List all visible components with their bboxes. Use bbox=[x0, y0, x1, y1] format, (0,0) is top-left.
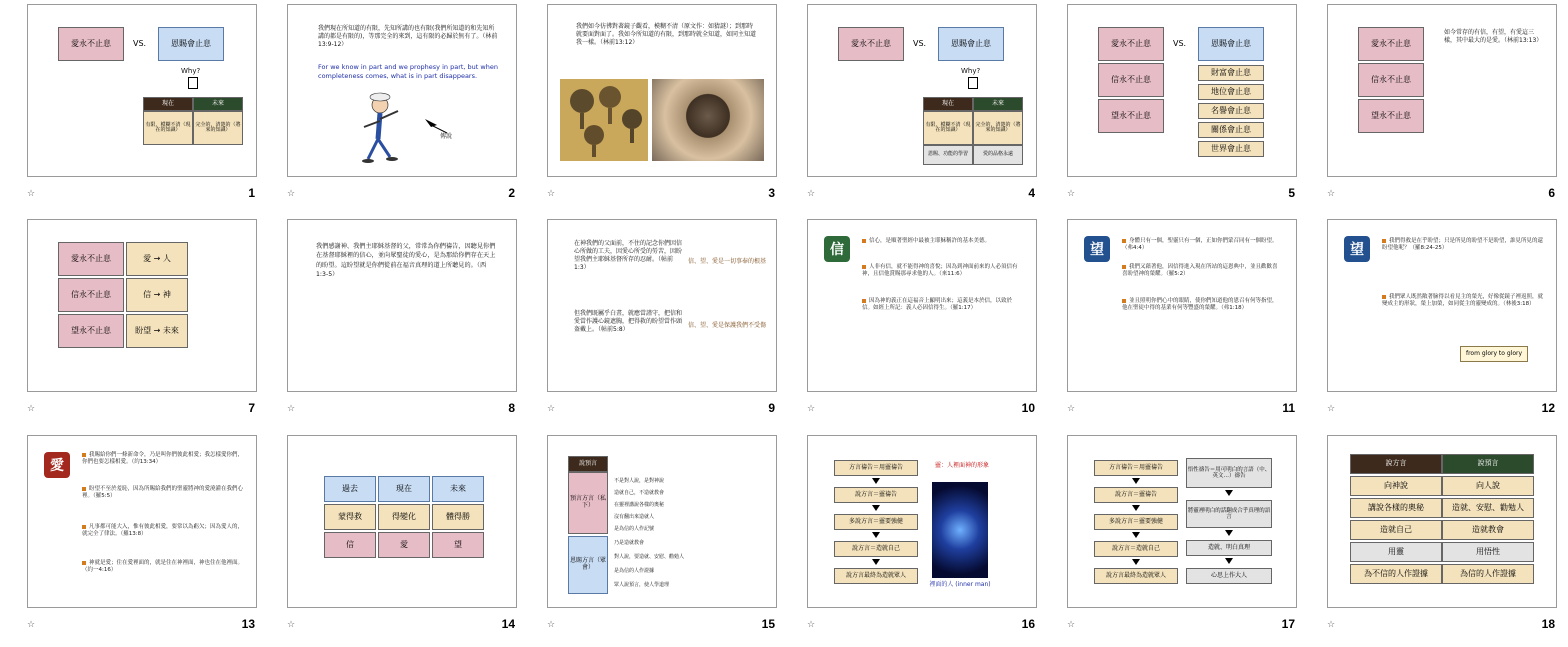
slide-number: 12 bbox=[1541, 401, 1555, 415]
bullet-3: 因為神的義正在這福音上顯明出來；這義是本於信，以致於信。如經上所記：義人必因信得生。（羅1:17） bbox=[862, 298, 1013, 312]
list-item: 是為信的人作證據 bbox=[614, 568, 655, 574]
flow-left-3: 多說方言＝靈要強健 bbox=[1094, 514, 1178, 530]
flow-left-1: 方言禱告＝用靈禱告 bbox=[1094, 460, 1178, 476]
animation-icon: ☆ bbox=[807, 620, 816, 630]
flow-right-3: 造就、明白真理 bbox=[1186, 540, 1272, 556]
list-item: 眾人說預言，使人學道理 bbox=[614, 582, 670, 588]
verse-text-1 bbox=[574, 240, 684, 272]
bullet-1: 身體只有一個，聖靈只有一個，正如你們蒙召同有一個盼望。（弗4:4） bbox=[1122, 238, 1278, 252]
vs-label: VS. bbox=[133, 39, 147, 48]
vs-label: VS. bbox=[913, 39, 927, 48]
list-item: 沒有翻出來造就人 bbox=[614, 514, 655, 520]
hope-target: 盼望 → 未來 bbox=[126, 314, 188, 348]
grid-past: 過去 bbox=[324, 476, 376, 502]
table-cell-now: 有限，模糊不清（現在的知識） bbox=[143, 111, 193, 145]
verse-ref: （林前13:13） bbox=[1504, 37, 1543, 45]
table-cell: 造就教會 bbox=[1442, 520, 1534, 540]
table-header-future: 未來 bbox=[193, 97, 243, 111]
table-header-future: 未來 bbox=[973, 97, 1023, 111]
slide-thumb-14[interactable] bbox=[287, 435, 517, 631]
table-header-now: 現在 bbox=[923, 97, 973, 111]
slide-number: 7 bbox=[248, 401, 255, 415]
love-box: 愛永不止息 bbox=[58, 242, 124, 276]
table-cell: 為不信的人作證據 bbox=[1350, 564, 1442, 584]
verse-body: 在神我們的父面前，不住的記念你們因信心所做的工夫，因愛心所受的勞苦，因盼望我們主耶穌基督所存的忍耐。 bbox=[574, 240, 683, 264]
bullet-2: 盼望不至於羞恥，因為所賜給我們的聖靈將神的愛澆灌在我們心裡。（羅5:5） bbox=[82, 486, 244, 500]
flow-left-4: 說方言＝造就自己 bbox=[1094, 541, 1178, 557]
slide-number: 6 bbox=[1548, 186, 1555, 200]
verse-ref: （林前13:12） bbox=[600, 39, 639, 47]
slide-number: 5 bbox=[1288, 186, 1295, 200]
why-label: Why? bbox=[961, 67, 981, 75]
table-cell-future: 完全的，清楚的（將來的知識） bbox=[973, 111, 1023, 145]
verse-text bbox=[576, 23, 758, 47]
slide-number: 17 bbox=[1281, 617, 1295, 631]
gifts-box: 恩賜會止息 bbox=[938, 27, 1004, 61]
verse-text-2 bbox=[574, 310, 684, 334]
slide-thumb-8[interactable] bbox=[287, 219, 517, 415]
slide-thumb-3[interactable] bbox=[547, 4, 777, 200]
list-item: 地位會止息 bbox=[1198, 84, 1264, 100]
slide-thumb-1[interactable] bbox=[27, 4, 257, 200]
slide-number: 14 bbox=[501, 617, 515, 631]
slide-canvas bbox=[27, 4, 257, 177]
slide-number: 9 bbox=[768, 401, 775, 415]
table-cell: 向神說 bbox=[1350, 476, 1442, 496]
slide-thumb-16[interactable] bbox=[807, 435, 1037, 631]
spirit-caption: 靈：人裡面神的形象 bbox=[934, 462, 989, 469]
animation-icon: ☆ bbox=[287, 189, 296, 199]
animation-icon: ☆ bbox=[547, 620, 556, 630]
arrow-down-icon bbox=[872, 478, 880, 484]
list-item: 乃是造就教會 bbox=[614, 540, 645, 546]
flow-right-4: 心思上作大人 bbox=[1186, 568, 1272, 584]
arrow-down-icon bbox=[1132, 532, 1140, 538]
list-item: 不是對人說，是對神說 bbox=[614, 478, 665, 484]
grid-future: 未來 bbox=[432, 476, 484, 502]
bullet-3: 凡事都可能大入，惟有彼此相愛，要常以為虧欠；因為愛人的，就完全了律法。（羅13:8） bbox=[82, 524, 244, 538]
verse-body: 但我們既屬乎白晝，就應當謹守，把信和愛當作護心鏡遮胸，把得救的盼望當作頭盔戴上。 bbox=[574, 310, 683, 334]
arrow-down-icon bbox=[872, 505, 880, 511]
slide-thumb-7[interactable] bbox=[27, 219, 257, 415]
slide-number: 10 bbox=[1021, 401, 1035, 415]
slide-number: 11 bbox=[1282, 401, 1295, 415]
slide-number: 1 bbox=[248, 186, 255, 200]
flow-left-5: 說方言最終為造就眾人 bbox=[1094, 568, 1178, 584]
vs-label: VS. bbox=[1173, 39, 1187, 48]
verse-body: 我們感謝神、我們主耶穌基督的父，常常為你們禱告，因聽見你們在基督耶穌裡的信心，並向眾聖徒的愛心，是為那給你們存在天上的盼望。這盼望就是你們從前在福音真理的道上所聽見的。 bbox=[316, 243, 496, 269]
slide-thumb-10[interactable] bbox=[807, 219, 1037, 415]
verse-text bbox=[316, 242, 498, 279]
slide-canvas bbox=[287, 219, 517, 392]
pointer-arrow-icon bbox=[423, 115, 453, 135]
arrow-down-icon bbox=[1132, 505, 1140, 511]
list-item: 關係會止息 bbox=[1198, 122, 1264, 138]
animation-icon: ☆ bbox=[1067, 620, 1076, 630]
gifts-box: 恩賜會止息 bbox=[1198, 27, 1264, 61]
faith-box: 信永不止息 bbox=[1358, 63, 1424, 97]
arrow-down-icon bbox=[1225, 490, 1233, 496]
verse-ref: （西1:3-5） bbox=[316, 261, 487, 278]
bullet-1: 我賜給你們一條新命令，乃是叫你們彼此相愛；我怎樣愛你們，你們也要怎樣相愛。（約13:34） bbox=[82, 452, 244, 466]
table-header-now: 現在 bbox=[143, 97, 193, 111]
flow-right-1: 悟性禱告＝用可明白的言語（中、英文…）禱告 bbox=[1186, 458, 1272, 488]
verse-body: 我們如今彷彿對著鏡子觀看，模糊不清（原文作：如猜謎）；到那時就要面對面了。我如今所知道的有限，到那時就全知道，如同主知道我一樣。 bbox=[576, 23, 757, 47]
flow-step-2: 說方言＝靈禱告 bbox=[834, 487, 918, 503]
table-cell: 為信的人作證據 bbox=[1442, 564, 1534, 584]
love-box: 愛永不止息 bbox=[838, 27, 904, 61]
verse-ref: （帖前1:3） bbox=[574, 256, 674, 272]
arrow-down-icon bbox=[1132, 559, 1140, 565]
verse-ref: （帖前5:8） bbox=[598, 326, 629, 334]
slide-canvas bbox=[1327, 4, 1557, 177]
slide-number: 18 bbox=[1541, 617, 1555, 631]
slide-thumb-12[interactable] bbox=[1327, 219, 1557, 415]
table-cell-eternal: 愛的品格永遠 bbox=[973, 145, 1023, 165]
animation-icon: ☆ bbox=[1327, 189, 1336, 199]
slide-canvas bbox=[807, 435, 1037, 608]
slide-canvas bbox=[287, 4, 517, 177]
verse-zh: 我們現在所知道的有限，先知所講的也有限(我們所知道的和先知所講的都是有限的)，等那完全的來到，這有限的必歸於無有了。 bbox=[318, 25, 495, 41]
down-arrow-icon bbox=[968, 77, 978, 89]
bullet-1: 信心，是順著聖經中最被主耶穌稱許的基本美德。 bbox=[862, 238, 1022, 245]
callout-label: from glory to glory bbox=[1460, 346, 1528, 362]
animation-icon: ☆ bbox=[27, 620, 36, 630]
bullet-2: 我們又藉著他，因信得進入現在所站的這恩典中，並且歡歡喜喜盼望神的榮耀。（羅5:2） bbox=[1122, 264, 1278, 278]
flow-step-5: 說方言最終為造就眾人 bbox=[834, 568, 918, 584]
list-item: 世界會止息 bbox=[1198, 141, 1264, 157]
slide-number: 15 bbox=[761, 617, 775, 631]
slide-canvas bbox=[1067, 435, 1297, 608]
verse-ref: （林前13:9-12） bbox=[318, 33, 498, 49]
slide-thumb-11[interactable] bbox=[1067, 219, 1297, 415]
slide-canvas bbox=[547, 435, 777, 608]
slide-number: 2 bbox=[508, 186, 515, 200]
animation-icon: ☆ bbox=[1327, 620, 1336, 630]
grid-transformed: 得變化 bbox=[378, 504, 430, 530]
mirrors-icon bbox=[560, 79, 648, 161]
grid-glorified: 體得勝 bbox=[432, 504, 484, 530]
bullet-1: 我們得救是在乎盼望；只是所見的盼望不是盼望，誰見所見的還盼望他呢？（羅8:24-25） bbox=[1382, 238, 1544, 252]
table-cell-learn: 恩賜、功能的學習 bbox=[923, 145, 973, 165]
slide-thumb-2[interactable] bbox=[287, 4, 517, 200]
slide-canvas bbox=[27, 219, 257, 392]
slide-number: 4 bbox=[1028, 186, 1035, 200]
section-header: 說預言 bbox=[568, 456, 608, 472]
down-arrow-icon bbox=[188, 77, 198, 89]
slide-thumb-6[interactable] bbox=[1327, 4, 1557, 200]
slide-canvas bbox=[287, 435, 517, 608]
arrow-down-icon bbox=[872, 532, 880, 538]
flow-step-1: 方言禱告＝用靈禱告 bbox=[834, 460, 918, 476]
slide-canvas bbox=[547, 4, 777, 177]
table-header-tongues: 說方言 bbox=[1350, 454, 1442, 474]
slide-canvas bbox=[1067, 4, 1297, 177]
list-item: 造就自己，不造就教會 bbox=[614, 490, 665, 496]
hope-box: 望永不止息 bbox=[1358, 99, 1424, 133]
grid-hope: 望 bbox=[432, 532, 484, 558]
animation-icon: ☆ bbox=[27, 404, 36, 414]
slide-number: 13 bbox=[241, 617, 255, 631]
slide-thumb-4[interactable] bbox=[807, 4, 1037, 200]
grid-faith: 信 bbox=[324, 532, 376, 558]
inner-man-image bbox=[932, 482, 988, 578]
slide-canvas bbox=[1067, 219, 1297, 392]
hope-box: 望永不止息 bbox=[1098, 99, 1164, 133]
love-box: 愛永不止息 bbox=[58, 27, 124, 61]
arrow-down-icon bbox=[872, 559, 880, 565]
hope-icon: 望 bbox=[1344, 236, 1370, 262]
arrow-down-icon bbox=[1132, 478, 1140, 484]
hope-icon: 望 bbox=[1084, 236, 1110, 262]
note-foundation: 信、望、愛是一切事奉的根基 bbox=[688, 258, 767, 265]
animation-icon: ☆ bbox=[1327, 404, 1336, 414]
verse-text bbox=[318, 25, 498, 49]
bullet-2: 我們眾人既然敞著臉得以看見主的榮光，好像從鏡子裡返照，就變成主的形狀，榮上加榮，如同從主的靈變成的。（林後3:18） bbox=[1382, 294, 1544, 308]
table-cell: 向人說 bbox=[1442, 476, 1534, 496]
slide-canvas bbox=[1327, 219, 1557, 392]
table-cell: 用悟性 bbox=[1442, 542, 1534, 562]
slide-canvas bbox=[807, 4, 1037, 177]
verse-body: 如今常存的有信，有望，有愛這三樣，其中最大的是愛。 bbox=[1444, 29, 1535, 45]
animation-icon: ☆ bbox=[547, 404, 556, 414]
animation-icon: ☆ bbox=[287, 404, 296, 414]
list-item: 名譽會止息 bbox=[1198, 103, 1264, 119]
love-box: 愛永不止息 bbox=[1358, 27, 1424, 61]
faith-icon: 信 bbox=[824, 236, 850, 262]
animation-icon: ☆ bbox=[807, 189, 816, 199]
flow-step-4: 說方言＝造就自己 bbox=[834, 541, 918, 557]
animation-icon: ☆ bbox=[547, 189, 556, 199]
love-icon: 愛 bbox=[44, 452, 70, 478]
grid-love: 愛 bbox=[378, 532, 430, 558]
slide-canvas bbox=[547, 219, 777, 392]
list-item: 財富會止息 bbox=[1198, 65, 1264, 81]
cartoon-figure-icon bbox=[350, 87, 420, 167]
flow-step-3: 多說方言＝靈要強健 bbox=[834, 514, 918, 530]
hand-mirror-photo bbox=[652, 79, 764, 161]
animation-icon: ☆ bbox=[27, 189, 36, 199]
love-target: 愛 → 人 bbox=[126, 242, 188, 276]
slide-thumb-18[interactable] bbox=[1327, 435, 1557, 631]
slide-thumb-17[interactable] bbox=[1067, 435, 1297, 631]
grid-present: 現在 bbox=[378, 476, 430, 502]
table-cell-now: 有限，模糊不清（現在的知識） bbox=[923, 111, 973, 145]
slide-thumb-9[interactable] bbox=[547, 219, 777, 415]
list-item: 是為信的人作記號 bbox=[614, 526, 655, 532]
table-header-prophecy: 說預言 bbox=[1442, 454, 1534, 474]
grid-saved: 蒙得救 bbox=[324, 504, 376, 530]
list-item: 在靈裡講說各樣的奧秘 bbox=[614, 502, 665, 508]
verse-en: For we know in part and we prophesy in part, but when completeness comes, what is in part disappears. bbox=[318, 63, 498, 80]
slide-thumb-5[interactable] bbox=[1067, 4, 1297, 200]
arrow-down-icon bbox=[1225, 558, 1233, 564]
animation-icon: ☆ bbox=[1067, 404, 1076, 414]
verse-text bbox=[1444, 29, 1544, 45]
animation-icon: ☆ bbox=[1067, 189, 1076, 199]
note-protection: 信、望、愛是保護我們不受傷 bbox=[688, 322, 767, 329]
section-private: 預言方言（私下） bbox=[568, 472, 608, 534]
slide-canvas bbox=[1327, 435, 1557, 608]
table-cell: 造就、安慰、勸勉人 bbox=[1442, 498, 1534, 518]
table-cell-future: 完全的，清楚的（將來的知識） bbox=[193, 111, 243, 145]
faith-box: 信永不止息 bbox=[58, 278, 124, 312]
list-item: 對人說，要造就、安慰、勸勉人 bbox=[614, 554, 685, 560]
bullet-3: 並且照明你們心中的眼睛，使你們知道他的恩召有何等指望，他在聖徒中得的基業有何等豐盛的榮耀。（弗1:18） bbox=[1122, 298, 1278, 312]
animation-icon: ☆ bbox=[287, 620, 296, 630]
arrow-down-icon bbox=[1225, 530, 1233, 536]
faith-box: 信永不止息 bbox=[1098, 63, 1164, 97]
bullet-2: 人非有信，就不能得神的喜悅；因為到神面前來的人必須信有神，且信他賞賜那尋求他的人。（來11:6） bbox=[862, 264, 1018, 278]
love-box: 愛永不止息 bbox=[1098, 27, 1164, 61]
cartoon-label: 傳說 bbox=[440, 133, 453, 140]
slide-number: 3 bbox=[768, 186, 775, 200]
table-cell: 造就自己 bbox=[1350, 520, 1442, 540]
slide-number: 16 bbox=[1021, 617, 1035, 631]
why-label: Why? bbox=[181, 67, 201, 75]
animation-icon: ☆ bbox=[807, 404, 816, 414]
hope-box: 望永不止息 bbox=[58, 314, 124, 348]
table-cell: 講說各樣的奧秘 bbox=[1350, 498, 1442, 518]
table-cell: 用靈 bbox=[1350, 542, 1442, 562]
flow-left-2: 說方言＝靈禱告 bbox=[1094, 487, 1178, 503]
gifts-box: 恩賜會止息 bbox=[158, 27, 224, 61]
section-church: 恩賜方言（眾會） bbox=[568, 536, 608, 594]
faith-target: 信 → 神 bbox=[126, 278, 188, 312]
slide-thumb-15[interactable] bbox=[547, 435, 777, 631]
slide-number: 8 bbox=[508, 401, 515, 415]
slide-canvas bbox=[27, 435, 257, 608]
ancient-mirrors-image bbox=[560, 79, 648, 161]
flow-right-2: 將靈裡明白的話翻成合乎真理的語言 bbox=[1186, 500, 1272, 528]
bullet-4: 神就是愛；住在愛裡面的，就是住在神裡面，神也住在他裡面。（約一4:16） bbox=[82, 560, 244, 574]
slide-thumb-13[interactable] bbox=[27, 435, 257, 631]
slide-canvas bbox=[807, 219, 1037, 392]
inner-man-caption: 裡面的人 (inner man) bbox=[929, 581, 991, 588]
